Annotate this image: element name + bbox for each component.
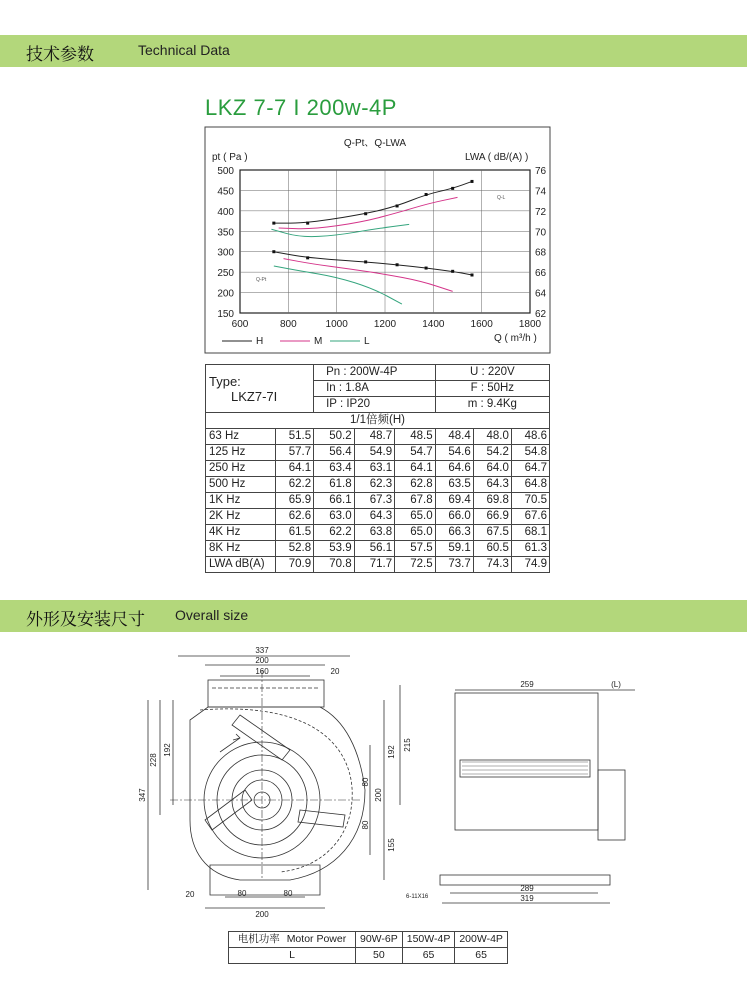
data-point-lwa — [451, 187, 454, 190]
legend-label-h: H — [256, 336, 264, 347]
octave-value: 67.3 — [354, 493, 395, 509]
octave-value: 50.2 — [314, 429, 355, 445]
octave-row-label: 1K Hz — [206, 493, 276, 509]
side-housing — [455, 693, 598, 830]
data-point-lwa — [471, 180, 474, 183]
octave-value: 62.3 — [354, 477, 395, 493]
data-point-pt — [396, 263, 399, 266]
dim-259: 259 — [520, 680, 534, 689]
section-title-cn: 外形及安装尺寸 — [26, 610, 145, 630]
octave-value: 68.1 — [511, 525, 549, 541]
motor-value-90w: 50 — [356, 948, 403, 964]
ip-cell: IP : IP20 — [314, 397, 436, 413]
octave-value: 66.0 — [435, 509, 473, 525]
octave-row-label: 500 Hz — [206, 477, 276, 493]
dim-319: 319 — [520, 894, 534, 903]
dim-200-top: 200 — [255, 656, 269, 665]
octave-value: 59.1 — [435, 541, 473, 557]
motor-header-en: Motor Power — [286, 933, 347, 945]
octave-value: 72.5 — [395, 557, 436, 573]
octave-value: 63.8 — [354, 525, 395, 541]
scroll-housing — [190, 707, 365, 880]
y-left-tick-label: 400 — [217, 206, 234, 218]
octave-value: 54.9 — [354, 445, 395, 461]
type-label: Type: — [209, 373, 241, 389]
octave-row-label: 250 Hz — [206, 461, 276, 477]
octave-value: 63.1 — [354, 461, 395, 477]
y-right-tick-label: 68 — [535, 247, 547, 259]
octave-value: 48.0 — [473, 429, 511, 445]
x-tick-label: 1200 — [373, 319, 397, 330]
octave-value: 66.3 — [435, 525, 473, 541]
dim-200-bottom: 200 — [255, 910, 269, 919]
octave-value: 67.6 — [511, 509, 549, 525]
model-title: LKZ 7-7 I 200w-4P — [205, 95, 397, 120]
dim-155: 155 — [387, 838, 396, 852]
dim-80-bottom-right: 80 — [283, 889, 293, 898]
octave-value: 57.5 — [395, 541, 436, 557]
y-right-tick-label: 66 — [535, 268, 547, 280]
motor-value-150w: 65 — [402, 948, 455, 964]
section-title-en: Technical Data — [138, 42, 230, 58]
octave-value: 62.8 — [395, 477, 436, 493]
octave-value: 70.9 — [276, 557, 314, 573]
curve-lwa-h — [274, 181, 472, 223]
motor-header-cn: 电机功率 — [237, 933, 280, 945]
y-left-tick-label: 150 — [217, 309, 234, 320]
octave-value: 60.5 — [473, 541, 511, 557]
octave-value: 73.7 — [435, 557, 473, 573]
y-left-tick-label: 500 — [217, 166, 234, 177]
octave-value: 53.9 — [314, 541, 355, 557]
octave-value: 56.4 — [314, 445, 355, 461]
octave-row-label: 8K Hz — [206, 541, 276, 557]
octave-value: 65.9 — [276, 493, 314, 509]
section-header-overall-size — [0, 600, 747, 632]
octave-header: 1/1倍频(H) — [206, 413, 550, 429]
curve-pt-l — [274, 266, 402, 304]
y-left-tick-label: 450 — [217, 186, 234, 198]
y-left-tick-label: 350 — [217, 227, 234, 239]
octave-row-label: 63 Hz — [206, 429, 276, 445]
data-point-pt — [425, 267, 428, 270]
octave-value: 54.6 — [435, 445, 473, 461]
x-tick-label: 600 — [231, 319, 249, 330]
curve-label-pt: Q-Pt — [256, 277, 267, 283]
chart-grid — [240, 170, 530, 313]
octave-value: 64.3 — [354, 509, 395, 525]
side-wheel — [460, 760, 590, 777]
side-motor — [598, 770, 625, 840]
octave-row-label: 4K Hz — [206, 525, 276, 541]
octave-value: 66.9 — [473, 509, 511, 525]
scroll-inner — [200, 709, 352, 872]
dim-192-left: 192 — [163, 743, 172, 757]
legend-label-l: L — [364, 336, 370, 347]
data-point-lwa — [425, 193, 428, 196]
octave-value: 62.6 — [276, 509, 314, 525]
octave-value: 57.7 — [276, 445, 314, 461]
octave-value: 54.8 — [511, 445, 549, 461]
octave-value: 63.5 — [435, 477, 473, 493]
x-tick-label: 1000 — [325, 319, 348, 330]
octave-value: 70.8 — [314, 557, 355, 573]
dim-228: 228 — [149, 753, 158, 767]
octave-header-row — [206, 413, 550, 429]
x-tick-label: 1800 — [518, 319, 542, 330]
type-value: LKZ7-7I — [231, 388, 278, 404]
y-left-label: pt ( Pa ) — [212, 152, 248, 163]
octave-value: 54.7 — [395, 445, 436, 461]
octave-value: 63.4 — [314, 461, 355, 477]
motor-power-table — [228, 931, 508, 964]
dim-337: 337 — [255, 646, 269, 655]
voltage-cell: U : 220V — [435, 365, 549, 381]
octave-row — [206, 477, 550, 493]
motor-col-200w: 200W-4P — [455, 932, 508, 948]
octave-value: 64.0 — [473, 461, 511, 477]
dim-200-right: 200 — [374, 788, 383, 802]
y-left-tick-label: 250 — [217, 268, 234, 280]
octave-value: 64.1 — [276, 461, 314, 477]
motor-col-90w: 90W-6P — [356, 932, 403, 948]
octave-value: 64.7 — [511, 461, 549, 477]
data-point-lwa — [306, 222, 309, 225]
octave-row — [206, 557, 550, 573]
octave-row-label: LWA dB(A) — [206, 557, 276, 573]
octave-value: 67.8 — [395, 493, 436, 509]
spec-row-1 — [206, 365, 550, 381]
data-point-pt — [272, 250, 275, 253]
octave-value: 48.5 — [395, 429, 436, 445]
octave-value: 67.5 — [473, 525, 511, 541]
dim-289: 289 — [520, 884, 534, 893]
x-tick-label: 1600 — [470, 319, 493, 330]
mount-arm-top — [232, 715, 290, 760]
motor-row-label: L — [229, 948, 356, 964]
legend-label-m: M — [314, 336, 323, 347]
motor-header-cell — [229, 932, 356, 948]
freq-cell: F : 50Hz — [435, 381, 549, 397]
octave-value: 64.3 — [473, 477, 511, 493]
motor-value-200w: 65 — [455, 948, 508, 964]
y-right-tick-label: 74 — [535, 186, 547, 198]
dim-80-right-b: 80 — [361, 820, 370, 830]
chart-curves — [271, 180, 473, 304]
octave-value: 48.4 — [435, 429, 473, 445]
data-point-pt — [451, 270, 454, 273]
octave-value: 69.4 — [435, 493, 473, 509]
dim-160: 160 — [255, 667, 269, 676]
side-wheel-hatch — [462, 762, 588, 774]
curve-label-lwa: Q-L — [497, 195, 506, 201]
curve-pt-m — [284, 259, 453, 292]
octave-value: 61.3 — [511, 541, 549, 557]
data-point-lwa — [272, 222, 275, 225]
octave-value: 74.9 — [511, 557, 549, 573]
performance-chart — [0, 0, 750, 360]
data-point-lwa — [364, 212, 367, 215]
octave-value: 70.5 — [511, 493, 549, 509]
octave-value: 65.0 — [395, 509, 436, 525]
octave-value: 48.6 — [511, 429, 549, 445]
section-title-en: Overall size — [175, 607, 249, 623]
octave-value: 64.6 — [435, 461, 473, 477]
y-left-tick-label: 300 — [217, 247, 234, 259]
y-right-tick-label: 76 — [535, 166, 547, 177]
mass-cell: m : 9.4Kg — [435, 397, 549, 413]
octave-row — [206, 445, 550, 461]
octave-value: 69.8 — [473, 493, 511, 509]
octave-value: 66.1 — [314, 493, 355, 509]
octave-value: 52.8 — [276, 541, 314, 557]
octave-value: 61.8 — [314, 477, 355, 493]
octave-value: 61.5 — [276, 525, 314, 541]
rotation-arrow — [220, 734, 240, 752]
dim-20-bottom: 20 — [185, 890, 195, 899]
octave-value: 51.5 — [276, 429, 314, 445]
spec-table — [205, 364, 550, 573]
octave-value: 54.2 — [473, 445, 511, 461]
octave-value: 63.0 — [314, 509, 355, 525]
octave-value: 74.3 — [473, 557, 511, 573]
dim-215: 215 — [403, 738, 412, 752]
dim-20-top: 20 — [330, 667, 340, 676]
octave-value: 62.2 — [276, 477, 314, 493]
octave-row — [206, 525, 550, 541]
octave-row — [206, 461, 550, 477]
octave-row-label: 125 Hz — [206, 445, 276, 461]
data-point-pt — [364, 260, 367, 263]
dimension-drawing — [0, 640, 750, 940]
x-tick-label: 800 — [279, 319, 297, 330]
octave-row — [206, 509, 550, 525]
x-tick-label: 1400 — [422, 319, 445, 330]
octave-value: 71.7 — [354, 557, 395, 573]
motor-header-row — [229, 932, 508, 948]
data-point-pt — [471, 274, 474, 277]
chart-title: Q-Pt、Q-LWA — [343, 138, 407, 149]
x-axis-label: Q ( m³/h ) — [494, 333, 537, 344]
octave-row — [206, 429, 550, 445]
y-right-tick-label: 64 — [535, 288, 547, 300]
dim-L: (L) — [611, 680, 621, 689]
octave-value: 65.0 — [395, 525, 436, 541]
octave-row-label: 2K Hz — [206, 509, 276, 525]
pn-cell: Pn : 200W-4P — [314, 365, 436, 381]
octave-value: 62.2 — [314, 525, 355, 541]
octave-value: 64.8 — [511, 477, 549, 493]
y-right-tick-label: 62 — [535, 309, 547, 320]
dim-hole: 6-11X16 — [406, 894, 429, 900]
type-cell — [206, 365, 314, 413]
dim-347: 347 — [138, 788, 147, 802]
dim-192-right: 192 — [387, 745, 396, 759]
y-right-label: LWA ( dB/(A) ) — [465, 152, 529, 163]
chart-legend — [222, 336, 370, 347]
dim-80-bottom-left: 80 — [237, 889, 247, 898]
section-title-cn: 技术参数 — [26, 45, 94, 65]
dim-80-right-a: 80 — [361, 777, 370, 787]
motor-value-row — [229, 948, 508, 964]
motor-col-150w: 150W-4P — [402, 932, 455, 948]
octave-value: 48.7 — [354, 429, 395, 445]
octave-value: 56.1 — [354, 541, 395, 557]
y-right-tick-label: 70 — [535, 227, 547, 239]
curve-lwa-l — [271, 224, 409, 236]
y-right-tick-label: 72 — [535, 206, 547, 218]
octave-row — [206, 541, 550, 557]
current-cell: In : 1.8A — [314, 381, 436, 397]
octave-row — [206, 493, 550, 509]
data-point-pt — [306, 256, 309, 259]
data-point-lwa — [396, 204, 399, 207]
octave-value: 64.1 — [395, 461, 436, 477]
outlet-flange — [208, 680, 324, 707]
y-left-tick-label: 200 — [217, 288, 234, 300]
